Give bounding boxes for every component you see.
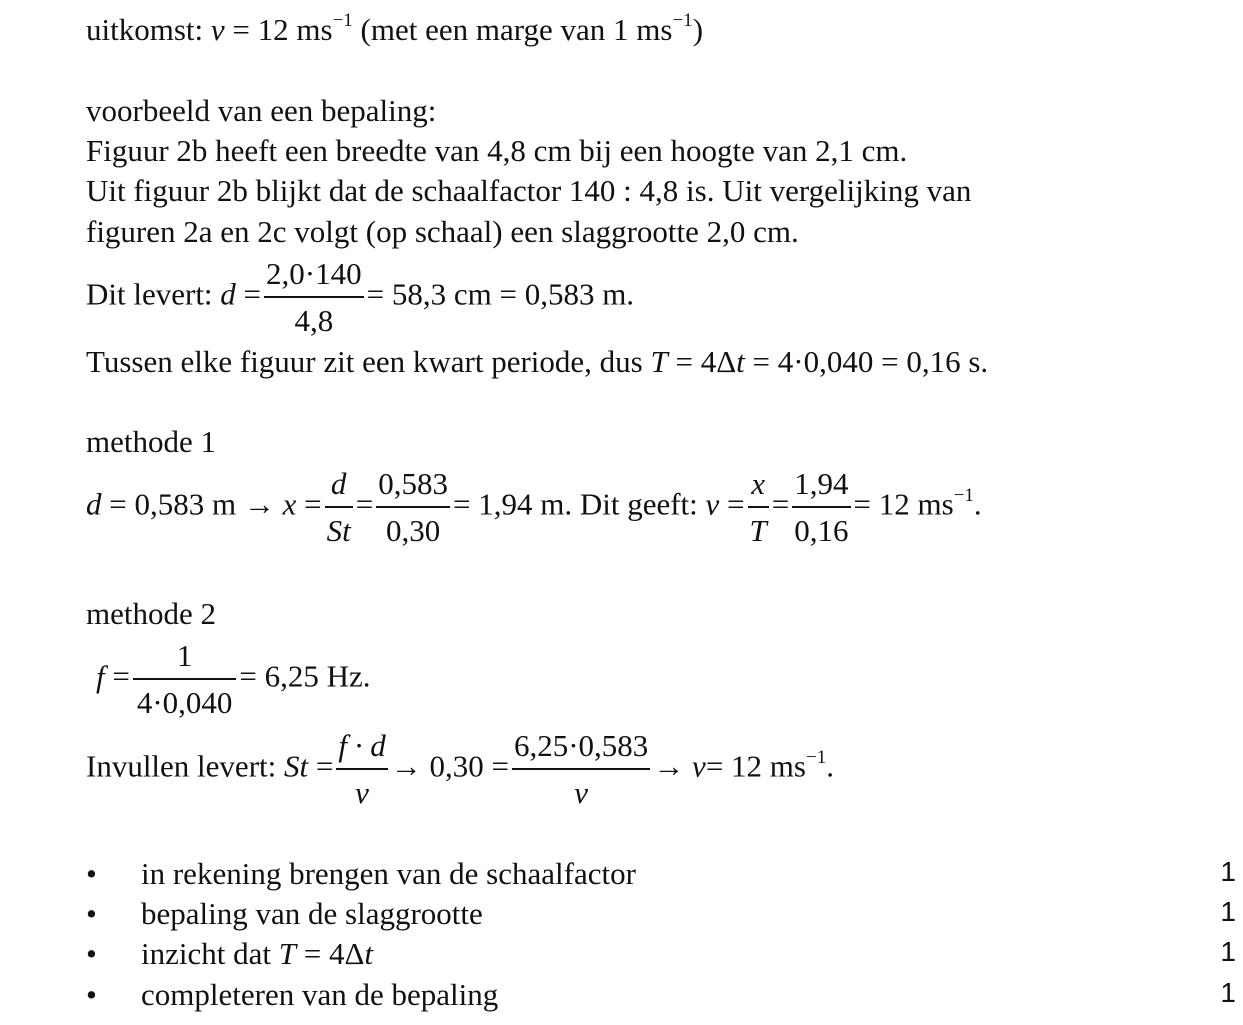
criterion-bullet: • xyxy=(86,856,97,891)
m1-gives-label: Dit geeft: xyxy=(579,486,698,522)
m2-f-denominator: 4·0,040 xyxy=(136,684,233,720)
m2-equals-1: = xyxy=(112,658,130,694)
criterion-text-words: inzicht dat xyxy=(141,936,271,971)
d-fraction xyxy=(264,256,364,339)
method2-frequency xyxy=(86,638,371,721)
m2-v-variable: v xyxy=(692,748,706,784)
m1-frac4-numerator: 1,94 xyxy=(792,466,850,508)
period-variable: T xyxy=(650,344,668,379)
m1-v-exponent: −1 xyxy=(953,484,974,506)
criterion-text: bepaling van de slaggrootte xyxy=(141,896,483,931)
criterion-row xyxy=(86,936,1236,970)
result-exponent: −1 xyxy=(332,10,353,31)
m2-f-result: = 6,25 Hz. xyxy=(239,658,371,694)
example-line-3: figuren 2a en 2c volgt (op schaal) een slaggrootte 2,0 cm. xyxy=(86,214,799,249)
m1-fraction-1 xyxy=(325,466,353,549)
criterion-score: 1 xyxy=(1220,856,1236,887)
m2-v-result: = 12 ms xyxy=(705,748,806,784)
m1-d-value: = 0,583 m → xyxy=(109,486,275,522)
m2-v-fraction xyxy=(512,728,650,811)
criterion-score: 1 xyxy=(1220,936,1236,967)
m2-f-variable: f xyxy=(96,658,105,694)
criterion-row xyxy=(86,977,1236,1011)
criterion-text: completeren van de bepaling xyxy=(141,977,499,1012)
criterion-formula-variable: T xyxy=(278,936,296,971)
m1-equals-2: = xyxy=(355,486,374,522)
period-delta-t: t xyxy=(736,344,745,379)
m2-st-variable: St xyxy=(284,748,309,784)
m1-equals-4: = xyxy=(771,486,790,522)
answer-document xyxy=(86,0,1236,1025)
m1-frac3-numerator: x xyxy=(748,466,769,508)
m1-v-period: . xyxy=(973,486,982,522)
criterion-text: in rekening brengen van de schaalfactor xyxy=(141,856,636,891)
m1-frac4-denominator: 0,16 xyxy=(794,512,849,548)
m1-equals-1: = xyxy=(304,486,322,522)
example-line-1: Figuur 2b heeft een breedte van 4,8 cm bij een hoogte van 2,1 cm. xyxy=(86,133,908,168)
method1-calculation xyxy=(86,466,982,549)
d-calculation xyxy=(86,256,634,339)
method1-heading: methode 1 xyxy=(86,424,216,459)
m1-frac2-denominator: 0,30 xyxy=(385,512,441,548)
m2-st-numerator: f · d xyxy=(336,728,387,770)
d-equals: = xyxy=(243,276,262,312)
d-denominator: 4,8 xyxy=(294,302,334,338)
m2-v-exponent: −1 xyxy=(805,746,827,768)
criterion-bullet: • xyxy=(86,977,97,1012)
criterion-score: 1 xyxy=(1220,977,1236,1008)
period-line xyxy=(86,346,988,377)
d-result: = 58,3 cm = 0,583 m. xyxy=(366,276,635,312)
criterion-score: 1 xyxy=(1220,896,1236,927)
m1-frac2-numerator: 0,583 xyxy=(376,466,450,508)
m2-fill-label: Invullen levert: xyxy=(86,748,277,784)
criterion-bullet: • xyxy=(86,896,97,931)
m2-arrow: → xyxy=(653,748,685,784)
m2-equals-2: = xyxy=(315,748,334,784)
m1-frac1-numerator: d xyxy=(325,466,353,508)
m1-v-result: = 12 ms xyxy=(853,486,954,522)
m2-st-value: → 0,30 = xyxy=(390,748,509,784)
result-variable: v xyxy=(210,12,225,47)
m2-f-fraction xyxy=(133,638,237,721)
criterion-row xyxy=(86,896,1236,930)
m2-st-denominator: v xyxy=(355,774,369,810)
m1-equals-3: = xyxy=(727,486,745,522)
period-text: Tussen elke figuur zit een kwart periode, dus xyxy=(86,344,643,379)
m1-fraction-4 xyxy=(792,466,850,549)
m1-frac1-denominator: St xyxy=(326,512,351,548)
m2-v-denominator: v xyxy=(574,774,589,810)
criterion-text xyxy=(141,936,373,972)
result-margin-close: ) xyxy=(692,12,704,47)
result-margin-exponent: −1 xyxy=(672,10,693,31)
period-equals: = 4Δ xyxy=(675,344,737,379)
m2-st-fraction xyxy=(336,728,387,811)
d-variable: d xyxy=(220,276,236,312)
m2-v-numerator: 6,25·0,583 xyxy=(512,728,650,770)
m2-f-numerator: 1 xyxy=(133,638,237,680)
m1-fraction-3 xyxy=(748,466,769,549)
result-line xyxy=(86,10,704,47)
d-label: Dit levert: xyxy=(86,276,213,312)
m1-frac3-denominator: T xyxy=(749,512,767,548)
criterion-bullet: • xyxy=(86,936,97,971)
method2-heading: methode 2 xyxy=(86,596,216,631)
m2-v-period: . xyxy=(826,748,834,784)
method2-substitution xyxy=(86,728,834,811)
example-heading: voorbeeld van een bepaling: xyxy=(86,93,437,128)
criterion-formula-t: t xyxy=(364,936,374,971)
m1-fraction-2 xyxy=(376,466,450,549)
criterion-formula-equals: = 4Δ xyxy=(295,936,365,971)
example-line-2: Uit figuur 2b blijkt dat de schaalfactor 140 : 4,8 is. Uit vergelijking van xyxy=(86,173,972,208)
m1-d-variable: d xyxy=(86,486,102,522)
m1-x-variable: x xyxy=(282,486,297,522)
result-label: uitkomst: xyxy=(86,12,204,47)
result-value: = 12 ms xyxy=(224,12,333,47)
criterion-row xyxy=(86,856,1236,890)
period-result: = 4·0,040 = 0,16 s. xyxy=(752,344,989,379)
m1-v-variable: v xyxy=(705,486,720,522)
m1-x-result: = 1,94 m. xyxy=(452,486,573,522)
result-margin: (met een marge van 1 ms xyxy=(360,12,673,47)
d-numerator: 2,0·140 xyxy=(264,256,364,298)
